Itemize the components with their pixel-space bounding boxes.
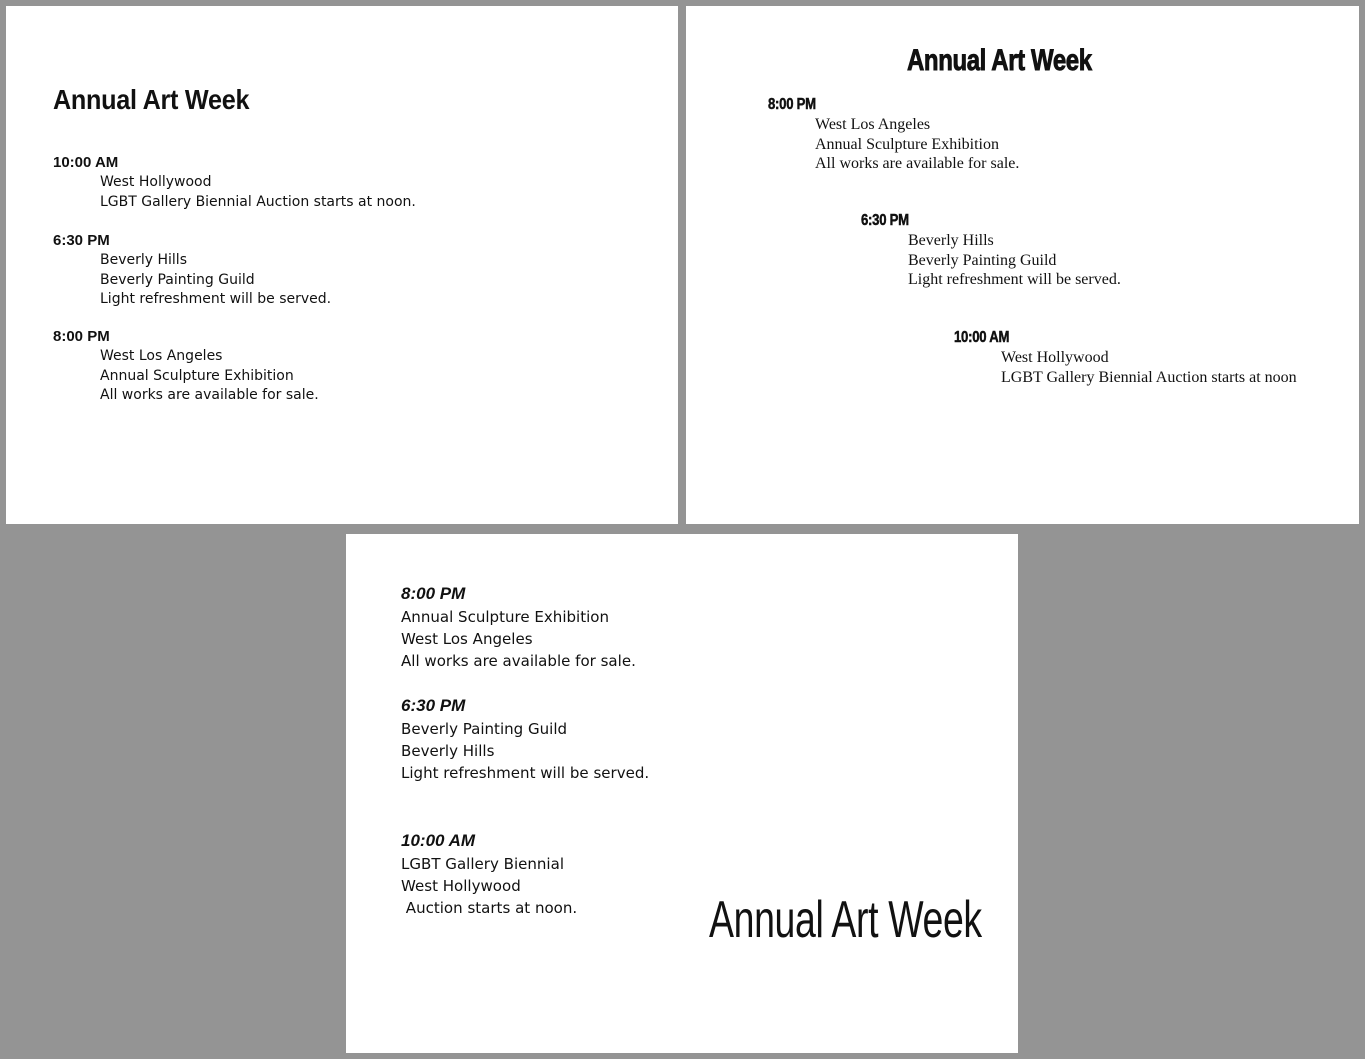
page-title: Annual Art Week (907, 44, 1092, 77)
event-time: 6:30 PM (53, 232, 110, 249)
event-line: West Los Angeles (100, 348, 223, 364)
event-line: Beverly Hills (908, 232, 994, 249)
event-line: All works are available for sale. (100, 387, 319, 403)
page-3 (346, 534, 1018, 1053)
event-line: Beverly Painting Guild (401, 720, 568, 738)
page-title: Annual Art Week (709, 891, 982, 949)
event-line: Light refreshment will be served. (908, 271, 1121, 288)
event-time: 10:00 AM (53, 154, 119, 171)
event-line: West Los Angeles (815, 116, 931, 133)
event-line: Beverly Hills (100, 252, 187, 268)
event-block (401, 831, 583, 919)
event-line: West Hollywood (401, 877, 521, 895)
event-time: 10:00 AM (954, 329, 1010, 346)
event-line: LGBT Gallery Biennial Auction starts at noon (1001, 368, 1297, 386)
event-block (768, 96, 1019, 174)
event-line: West Hollywood (100, 174, 212, 190)
event-time: 8:00 PM (53, 328, 110, 345)
event-line: Annual Sculpture Exhibition (815, 135, 999, 153)
event-block (53, 154, 416, 212)
event-block (401, 696, 657, 784)
event-time: 8:00 PM (401, 584, 466, 603)
event-block (954, 329, 1297, 387)
event-line: West Los Angeles (401, 630, 533, 648)
event-block (53, 232, 331, 310)
page-1 (6, 6, 678, 524)
event-time: 8:00 PM (768, 96, 816, 113)
page-title: Annual Art Week (53, 84, 250, 115)
event-time: 6:30 PM (861, 212, 909, 229)
event-block (53, 328, 319, 406)
event-line: Annual Sculpture Exhibition (401, 608, 610, 626)
event-block (401, 584, 643, 672)
event-line: Annual Sculpture Exhibition (100, 367, 294, 384)
event-line: West Hollywood (1001, 349, 1109, 366)
page-2 (686, 6, 1359, 524)
event-time: 10:00 AM (401, 831, 476, 850)
event-line: All works are available for sale. (401, 652, 636, 670)
event-line: Beverly Painting Guild (100, 271, 255, 288)
event-line: LGBT Gallery Biennial (401, 855, 565, 873)
event-line: Beverly Hills (401, 742, 495, 760)
event-line: Auction starts at noon. (401, 899, 578, 917)
event-line: LGBT Gallery Biennial Auction starts at noon. (100, 193, 416, 210)
event-line: Beverly Painting Guild (908, 251, 1057, 269)
event-line: Light refreshment will be served. (100, 291, 332, 307)
event-time: 6:30 PM (401, 696, 466, 715)
event-line: All works are available for sale. (815, 155, 1020, 172)
event-line: Light refreshment will be served. (401, 764, 650, 782)
event-block (861, 212, 1121, 290)
